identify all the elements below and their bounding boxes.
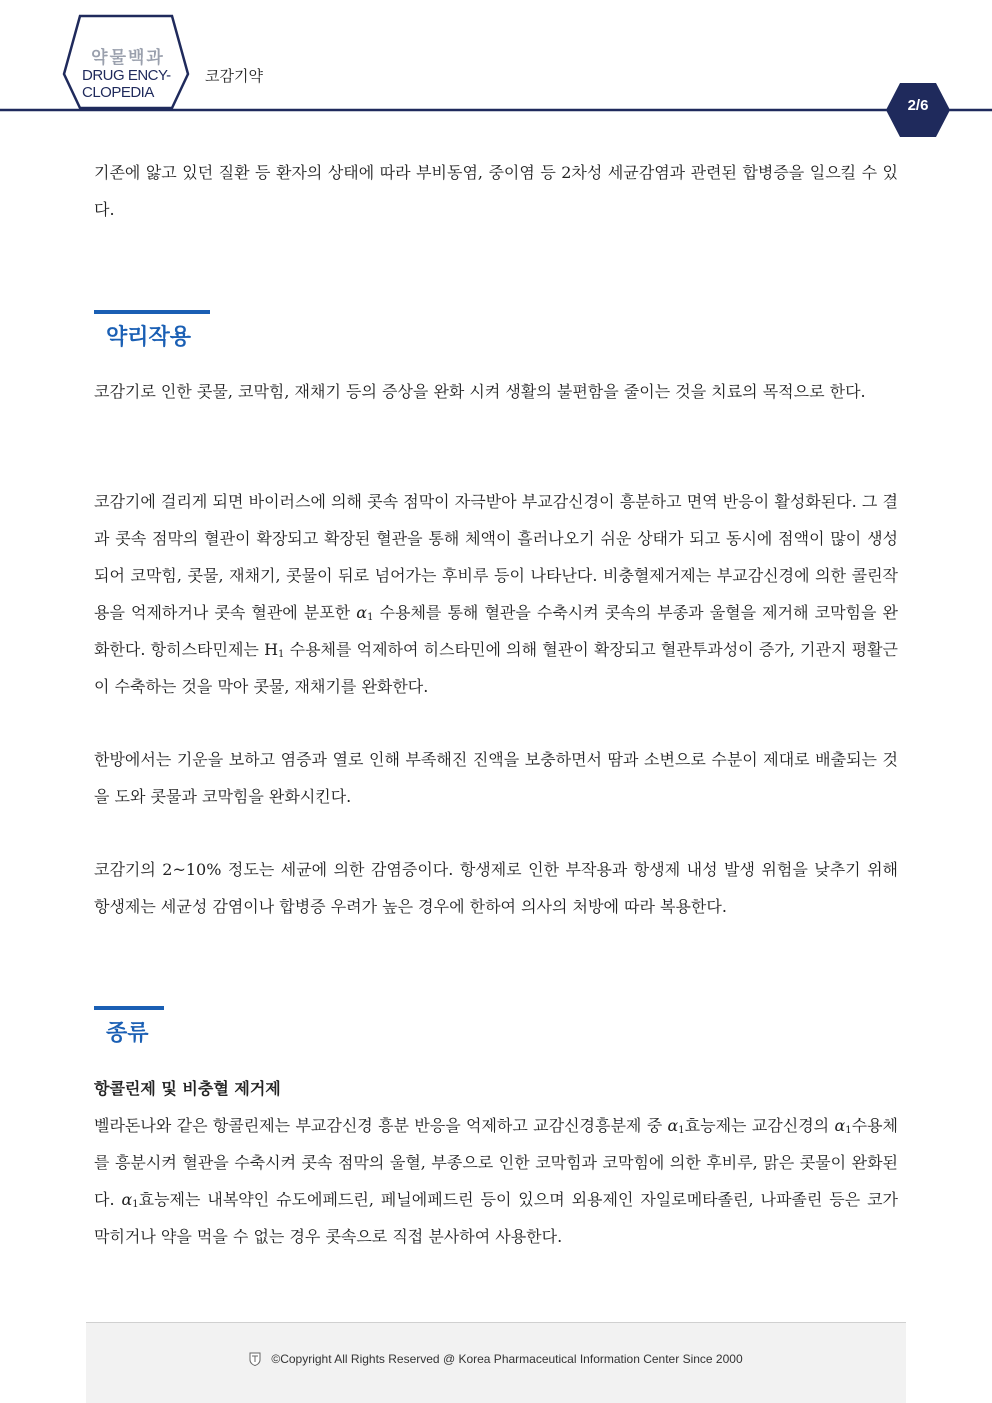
section-bar-types xyxy=(94,1006,164,1010)
copyright-text: ©Copyright All Rights Reserved @ Korea Pharmaceutical Information Center Since 2000 xyxy=(271,1352,743,1366)
pharmacology-paragraph-1: 코감기로 인한 콧물, 코막힘, 재채기 등의 증상을 완화 시켜 생활의 불편함을 줄이는 것을 치료의 목적으로 한다. xyxy=(94,382,866,401)
section-bar-pharmacology xyxy=(94,310,210,314)
section-title-pharmacology: 약리작용 xyxy=(106,325,192,350)
types-subheading: 항콜린제 및 비충혈 제거제 xyxy=(94,1079,281,1098)
alpha-symbol: α xyxy=(121,1190,133,1209)
pharmacology-paragraph-3: 한방에서는 기운을 보하고 염증과 열로 인해 부족해진 진액을 보충하면서 땀과 소변으로 수분이 제대로 배출되는 것을 도와 콧물과 코막힘을 완화시킨다. xyxy=(94,750,898,806)
alpha-subscript: 1 xyxy=(132,1199,139,1210)
paragraph-text: 벨라돈나와 같은 항콜린제는 부교감신경 흥분 반응을 억제하고 교감신경흥분제 중 xyxy=(94,1116,668,1135)
logo-english-line1: DRUG ENCY- xyxy=(82,67,171,84)
alpha-symbol: α xyxy=(667,1116,679,1135)
pharmacology-paragraph-4: 코감기의 2~10% 정도는 세균에 의한 감염증이다. 항생제로 인한 부작용과 항생제 내성 발생 위험을 낮추기 위해 항생제는 세균성 감염이나 합병증 우려가 높은 경우에 한하여 의사의 처방에 따라 복용한다. xyxy=(94,860,898,916)
types-paragraph xyxy=(94,1107,898,1255)
pharmacology-paragraph-2 xyxy=(94,483,898,705)
paragraph-text: 수용체를 흥분시켜 혈관을 수축시켜 콧속 점막의 울혈, 부종으로 인한 코막힘과 코막힘에 의한 후비루, 맑은 콧물이 완화된다. xyxy=(94,1116,898,1209)
alpha-subscript: 1 xyxy=(678,1125,685,1136)
paragraph-text: 수용체를 억제하여 히스타민에 의해 혈관이 확장되고 혈관투과성이 증가, 기관지 평활근이 수축하는 것을 막아 콧물, 재채기를 완화한다. xyxy=(94,640,898,696)
page-footer xyxy=(86,1322,906,1403)
alpha-symbol: α xyxy=(834,1116,846,1135)
logo-korean: 약물백과 xyxy=(91,48,165,68)
footer-content xyxy=(86,1352,906,1366)
logo-english xyxy=(70,67,190,101)
intro-paragraph: 기존에 앓고 있던 질환 등 환자의 상태에 따라 부비동염, 중이염 등 2차성 세균감염과 관련된 합병증을 일으킬 수 있다. xyxy=(94,163,898,219)
page-number: 2/6 xyxy=(907,97,929,114)
header-topic: 코감기약 xyxy=(205,67,263,85)
alpha-subscript: 1 xyxy=(845,1125,852,1136)
paragraph-text: 수용체를 통해 혈관을 수축시켜 콧속의 부종과 울혈을 제거해 코막힘을 완화한다. 항히스타민제는 H xyxy=(94,603,898,659)
logo-english-line2: CLOPEDIA xyxy=(82,84,154,101)
paragraph-text: 효능제는 교감신경의 xyxy=(684,1116,835,1135)
alpha-symbol: α xyxy=(356,603,368,622)
h-subscript: 1 xyxy=(278,649,285,660)
paragraph-text: 효능제는 내복약인 슈도에페드린, 페닐에페드린 등이 있으며 외용제인 자일로메타졸린, 나파졸린 등은 코가 막히거나 약을 먹을 수 없는 경우 콧속으로 직접 분사하여 사용한다. xyxy=(94,1190,898,1246)
crest-icon xyxy=(249,1352,261,1366)
paragraph-text: 코감기에 걸리게 되면 바이러스에 의해 콧속 점막이 자극받아 부교감신경이 흥분하고 면역 반응이 활성화된다. 그 결과 콧속 점막의 혈관이 확장되고 확장된 혈관을 통해 체액이 흘러나오기 쉬운 상태가 되고 동시에 점액이 많이 생성되어 코막힘, 콧물, 재채기, 콧물이 뒤로 넘어가는 후비루 등이 나타난다. 비충혈제거제는 부교감신경에 의한 콜린작용을 억제하거나 콧속 혈관에 분포한 xyxy=(94,492,898,622)
alpha-subscript: 1 xyxy=(367,612,374,623)
page-header xyxy=(0,0,992,140)
section-title-types: 종류 xyxy=(106,1021,149,1046)
